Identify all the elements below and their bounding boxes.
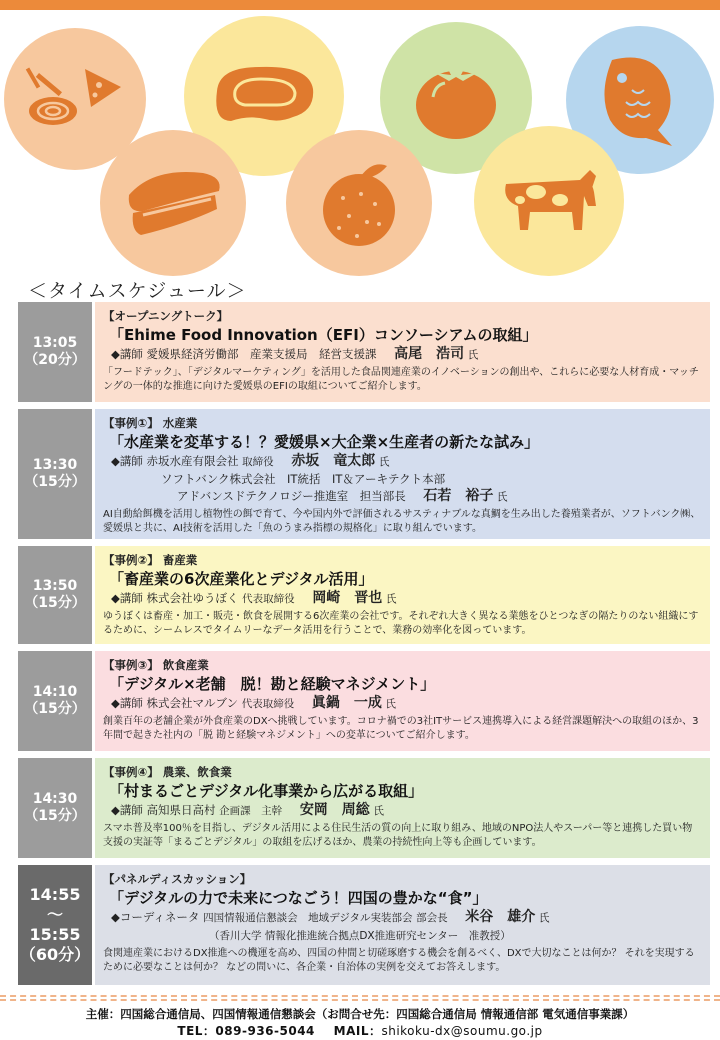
speaker-line — [111, 488, 702, 506]
speaker-suffix: 氏 — [385, 593, 397, 605]
speaker-line — [111, 346, 702, 364]
speaker-org: 高知県日高村 — [146, 803, 216, 817]
tomato-icon — [411, 55, 501, 141]
session-category: 【事例③】 飲食産業 — [103, 658, 209, 672]
speaker-affiliation: （香川大学 情報化推進統合拠点DX推進研究センター 准教授） — [209, 930, 511, 942]
session-category: 【パネルディスカッション】 — [103, 872, 252, 886]
time-duration: （20分） — [24, 352, 86, 368]
cow-circle — [474, 126, 624, 276]
session-description: ゆうぼくは畜産・加工・販売・飲食を展開する6次産業の会社です。それぞれ大きく異なる業態をひとつなぎの隔たりのない組織にするために、シームレスでタイムリーなデータ活用を行うことで、業務の効率化を図っています。 — [103, 611, 699, 636]
footer-divider — [0, 995, 720, 1001]
speaker-name: 赤坂 竜太郎 — [291, 453, 376, 469]
speaker-org: アドバンスドテクノロジー推進室 担当部長 — [177, 489, 406, 503]
speaker-line — [111, 453, 702, 471]
time-box — [18, 546, 92, 644]
session-description: AI自動給餌機を活用し植物性の餌で育て、今や国内外で評価されるサスティナブルな真鯛を生み出した養殖業者が、ソフトバンク㈱、愛媛県と共に、AI技術を活用した「魚のうまみ指標の規格化」に取り組んでいます。 — [103, 509, 701, 534]
organizer-line: 主催：四国総合通信局、四国情報通信懇談会（お問合せ先：四国総合通信局 情報通信部 電気通信事業課） — [85, 1007, 635, 1021]
speaker-org: 愛媛県経済労働部 産業支援局 経営支援課 — [146, 347, 377, 361]
time-box — [18, 865, 92, 985]
schedule-row — [18, 302, 710, 402]
speaker-suffix: 氏 — [373, 805, 384, 817]
time-separator: ～ — [46, 905, 63, 924]
speaker-role: 取締役 — [242, 456, 274, 468]
time-start: 14:10 — [32, 684, 78, 700]
session-description: 「フードテック」、「デジタルマーケティング」を活用した食品関連産業のイノベーションの創出や、これらに必要な人材育成・マッチングの一体的な推進に向けた愛媛県のEFIの取組についてご紹介します。 — [103, 367, 699, 392]
time-box — [18, 651, 92, 751]
orange-circle — [286, 130, 432, 276]
time-duration: （60分） — [19, 945, 91, 964]
speaker-org: 株式会社マルブン — [146, 696, 239, 710]
speaker-prefix: ◆講師 — [111, 696, 143, 710]
speaker-prefix: ◆講師 — [111, 454, 143, 468]
speaker-name: 眞鍋 一成 — [311, 695, 382, 711]
session-content — [95, 409, 710, 539]
session-content — [95, 651, 710, 751]
top-accent-bar — [0, 0, 720, 10]
schedule-list — [18, 302, 710, 992]
time-start: 13:30 — [32, 457, 78, 473]
schedule-row — [18, 865, 710, 985]
speaker-org: 赤坂水産有限会社 — [146, 454, 239, 468]
time-box — [18, 302, 92, 402]
steak-icon — [209, 61, 319, 131]
session-description: 創業百年の老舗企業が外食産業のDXへ挑戦しています。コロナ禍での3社ITサービス連携導入による経営課題解決への取組のほか、3年間で起きた社内の「脱 勘と経験マネジメント」への変革についてご紹介します。 — [103, 716, 699, 741]
schedule-row — [18, 758, 710, 858]
speaker-role: 部会長 — [416, 912, 448, 924]
section-title: ＜タイムスケジュール＞ — [28, 280, 247, 302]
schedule-row — [18, 651, 710, 751]
time-duration: （15分） — [24, 701, 86, 717]
speaker-org: 四国情報通信懇談会 地域デジタル実装部会 — [203, 912, 413, 924]
time-box — [18, 758, 92, 858]
speaker-name: 高尾 浩司 — [394, 346, 465, 362]
speaker-suffix: 氏 — [467, 349, 479, 361]
speaker-line — [111, 471, 702, 488]
speaker-suffix: 氏 — [538, 912, 550, 924]
time-start: 14:30 — [32, 791, 78, 807]
speaker-role: 企画課 主幹 — [219, 805, 283, 817]
speaker-role: 代表取締役 — [242, 593, 295, 605]
session-category: 【事例④】 農業、飲食業 — [103, 765, 232, 779]
speaker-line — [111, 802, 702, 820]
sushi-icon — [123, 165, 223, 241]
speaker-org: 株式会社ゆうぼく — [146, 591, 239, 605]
speaker-suffix: 氏 — [497, 491, 508, 503]
session-title: 「畜産業の6次産業化とデジタル活用」 — [109, 570, 374, 588]
speaker-role: 代表取締役 — [241, 698, 295, 710]
speaker-name: 岡崎 晋也 — [312, 590, 383, 606]
mikan-orange-icon — [317, 158, 401, 248]
speaker-name: 米谷 雄介 — [465, 909, 536, 925]
schedule-row — [18, 546, 710, 644]
speaker-line — [111, 909, 702, 927]
session-title: 「水産業を変革する！？愛媛県×大企業×生産者の新たな試み」 — [109, 433, 540, 451]
time-box — [18, 409, 92, 539]
session-category: 【オープニングトーク】 — [103, 309, 229, 323]
contact-line — [0, 1022, 720, 1039]
speaker-prefix: ◆講師 — [111, 347, 143, 361]
time-end: 15:55 — [29, 925, 81, 944]
contact-tel: TEL：089-936-5044 — [177, 1024, 315, 1038]
speaker-prefix: ◆講師 — [111, 803, 143, 817]
time-duration: （15分） — [24, 595, 86, 611]
time-start: 14:55 — [29, 885, 81, 904]
time-duration: （15分） — [24, 808, 86, 824]
time-start: 13:05 — [32, 335, 78, 351]
time-start: 13:50 — [32, 578, 78, 594]
session-content — [95, 865, 710, 985]
speaker-line — [111, 927, 702, 945]
speaker-prefix: ◆講師 — [111, 591, 143, 605]
session-content — [95, 546, 710, 644]
session-category: 【事例①】 水産業 — [103, 416, 198, 430]
speaker-suffix: 氏 — [378, 456, 390, 468]
speaker-name: 石若 裕子 — [423, 488, 494, 504]
session-content — [95, 758, 710, 858]
contact-mail-label: MAIL： — [333, 1024, 382, 1038]
speaker-org: ソフトバンク株式会社 IT統括 IT＆アーキテクト本部 — [161, 472, 446, 486]
pasta-pizza-icon — [25, 59, 125, 139]
session-title: 「デジタルの力で未来につなごう！四国の豊かな“食”」 — [109, 889, 488, 907]
time-duration: （15分） — [24, 474, 86, 490]
session-title: 「村まるごとデジタル化事業から広がる取組」 — [109, 782, 424, 800]
session-title: 「Ehime Food Innovation（EFI）コンソーシアムの取組」 — [109, 326, 538, 344]
session-description: スマホ普及率100％を目指し、デジタル活用による住民生活の質の向上に取り組み、地域のNPO法人やスーパー等と連携した買い物支援の実証等「まるごとデジタル」の取組を広げるほか、農業の持続性向上等も企画しています。 — [103, 823, 693, 848]
speaker-line — [111, 590, 702, 608]
schedule-row — [18, 409, 710, 539]
cow-icon — [496, 166, 602, 236]
session-title: 「デジタル×老舗 脱！勘と経験マネジメント」 — [109, 675, 436, 693]
session-category: 【事例②】 畜産業 — [103, 553, 198, 567]
session-content — [95, 302, 710, 402]
sushi-circle — [100, 130, 246, 276]
speaker-prefix: ◆コーディネータ — [111, 910, 200, 924]
session-description: 食関連産業におけるDX推進への機運を高め、四国の仲間と切磋琢磨する機会を創るべく、DXで大切なことは何か？ それを実現するために必要なことは何か？ などの問いに、各企業・自治体の実例を交えてお答えします。 — [103, 948, 695, 973]
speaker-line — [111, 695, 702, 713]
speaker-name: 安岡 周総 — [299, 802, 370, 818]
contact-mail-link[interactable]: shikoku-dx@soumu.go.jp — [381, 1024, 543, 1038]
speaker-suffix: 氏 — [385, 698, 397, 710]
sea-bream-fish-icon — [592, 50, 688, 150]
